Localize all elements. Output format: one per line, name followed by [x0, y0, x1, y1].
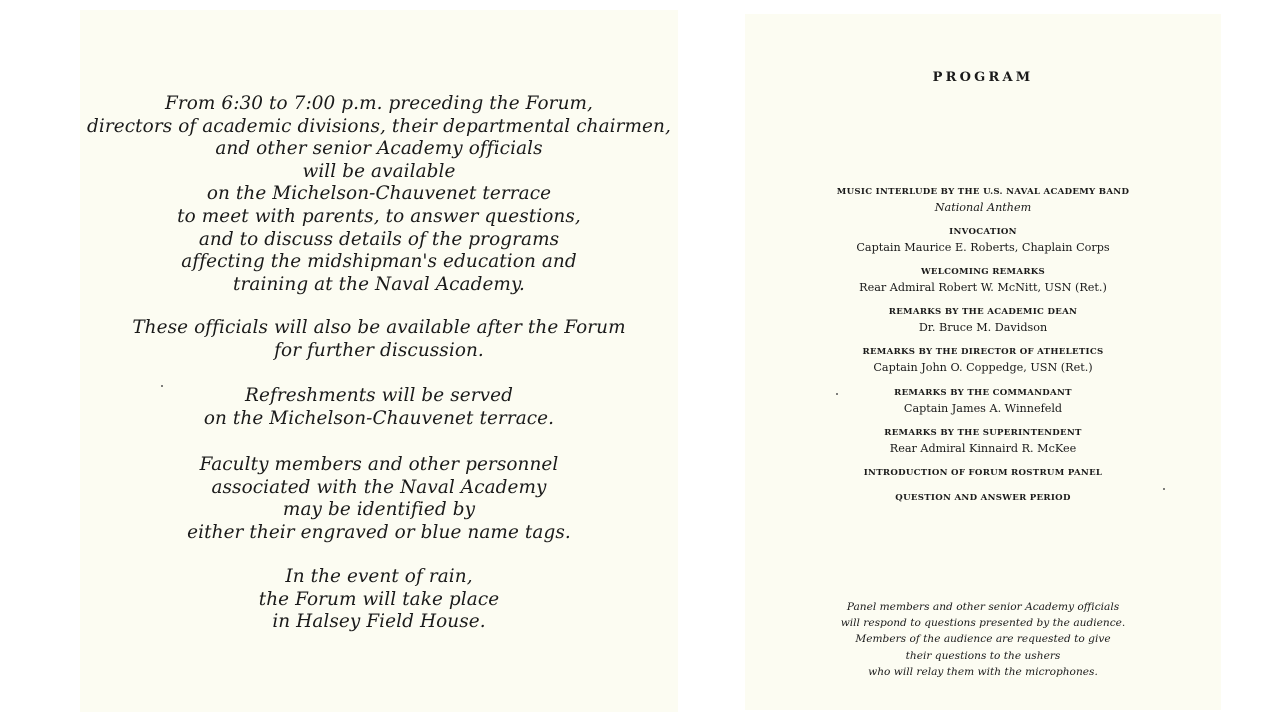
- program-item-athletics: [745, 346, 1221, 376]
- text-line: Refreshments will be served: [245, 385, 513, 406]
- program-item-detail: Captain Maurice E. Roberts, Chaplain Corps: [856, 241, 1110, 254]
- program-item-heading: WELCOMING REMARKS: [920, 267, 1046, 277]
- program-item-welcoming: [745, 266, 1221, 296]
- right-page: [745, 14, 1221, 710]
- program-item-detail: Rear Admiral Robert W. McNitt, USN (Ret.): [859, 281, 1107, 294]
- text-line: affecting the midshipman's education and: [181, 251, 577, 273]
- program-item-heading: QUESTION AND ANSWER PERIOD: [895, 493, 1071, 503]
- program-title: PROGRAM: [932, 70, 1034, 85]
- text-line: Panel members and other senior Academy officials: [846, 601, 1120, 613]
- paper-speck: [1163, 488, 1165, 490]
- text-line: may be identified by: [282, 499, 476, 521]
- program-item-panel-intro: [745, 467, 1221, 479]
- text-line: for further discussion.: [274, 339, 484, 361]
- text-line: either their engraved or blue name tags.: [187, 521, 571, 543]
- paragraph-name-tags: [80, 454, 678, 544]
- program-item-commandant: [745, 387, 1221, 417]
- left-page: [80, 10, 678, 712]
- program-item-question-answer: [745, 492, 1221, 504]
- paper-speck: [836, 393, 838, 395]
- program-item-detail: National Anthem: [934, 201, 1032, 214]
- program-item-heading: REMARKS BY THE SUPERINTENDENT: [884, 428, 1082, 438]
- program-item-heading: REMARKS BY THE ACADEMIC DEAN: [888, 307, 1078, 317]
- program-item-heading: MUSIC INTERLUDE BY THE U.S. NAVAL ACADEMY BAND: [836, 187, 1130, 197]
- panel-note: [745, 599, 1221, 680]
- text-line: training at the Naval Academy.: [233, 273, 525, 295]
- text-line: will respond to questions presented by the audience.: [840, 617, 1126, 630]
- paragraph-after-forum: [80, 317, 678, 362]
- program-item-heading: REMARKS BY THE COMMANDANT: [894, 388, 1072, 398]
- paper-speck: [161, 385, 163, 387]
- paragraph-rain: [80, 566, 678, 634]
- text-line: on the Michelson-Chauvenet terrace: [206, 183, 552, 205]
- text-line: and other senior Academy officials: [215, 138, 543, 160]
- text-line: will be available: [302, 160, 456, 182]
- text-line: in Halsey Field House.: [272, 611, 486, 633]
- text-line: associated with the Naval Academy: [211, 476, 547, 498]
- paragraph-refreshments: [80, 385, 678, 430]
- text-line: and to discuss details of the programs: [198, 228, 560, 250]
- text-line: These officials will also be available after the Forum: [132, 317, 626, 338]
- text-line: directors of academic divisions, their departmental chairmen,: [87, 115, 671, 137]
- text-line: From 6:30 to 7:00 p.m. preceding the Forum,: [164, 93, 593, 114]
- program-item-detail: Captain James A. Winnefeld: [903, 402, 1063, 415]
- program-item-academic-dean: [745, 306, 1221, 336]
- program-item-heading: INVOCATION: [949, 227, 1017, 237]
- program-item-detail: Captain John O. Coppedge, USN (Ret.): [873, 361, 1093, 374]
- program-item-invocation: [745, 226, 1221, 256]
- text-line: on the Michelson-Chauvenet terrace.: [203, 407, 555, 429]
- text-line: the Forum will take place: [258, 588, 500, 610]
- program-item-heading: INTRODUCTION OF FORUM ROSTRUM PANEL: [863, 468, 1103, 478]
- text-line: Members of the audience are requested to give: [855, 633, 1111, 646]
- program-item-heading: REMARKS BY THE DIRECTOR OF ATHELETICS: [862, 347, 1104, 357]
- text-line: In the event of rain,: [285, 566, 473, 587]
- program-item-music: [745, 186, 1221, 216]
- text-line: their questions to the ushers: [905, 649, 1061, 662]
- program-item-superintendent: [745, 427, 1221, 457]
- text-line: who will relay them with the microphones.: [868, 665, 1098, 678]
- program-item-detail: Dr. Bruce M. Davidson: [918, 321, 1048, 334]
- program-item-detail: Rear Admiral Kinnaird R. McKee: [889, 442, 1077, 455]
- text-line: to meet with parents, to answer questions,: [177, 205, 581, 227]
- paragraph-pre-forum: [80, 93, 678, 296]
- text-line: Faculty members and other personnel: [199, 454, 559, 475]
